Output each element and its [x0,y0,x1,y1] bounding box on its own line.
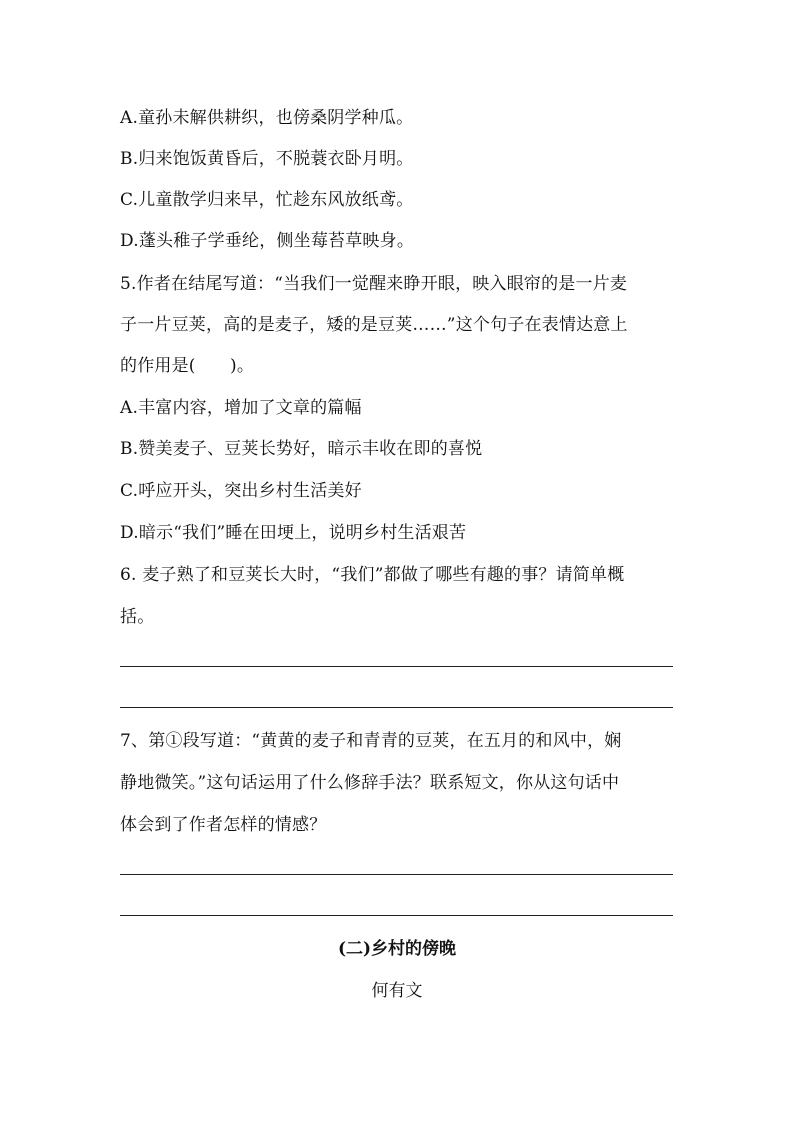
q5-option-b: B.赞美麦子、豆荚长势好，暗示丰收在即的喜悦 [120,439,483,459]
q6-answer-line-2[interactable] [120,707,673,708]
q5-option-a: A.丰富内容，增加了文章的篇幅 [120,398,362,418]
q7-answer-line-2[interactable] [120,915,673,916]
q7-stem-line-3: 体会到了作者怎样的情感？ [120,815,327,835]
q6-answer-line-1[interactable] [120,666,673,667]
q4-option-d: D.蓬头稚子学垂纶，侧坐莓苔草映身。 [120,231,415,251]
q7-stem-line-1: 7、第①段写道：“黄黄的麦子和青青的豆荚，在五月的和风中，娴 [120,731,622,751]
q4-option-c: C.儿童散学归来早，忙趁东风放纸鸢。 [120,190,414,210]
q5-stem-line-3: 的作用是( )。 [120,356,255,376]
q4-option-a: A.童孙未解供耕织，也傍桑阴学种瓜。 [120,108,414,128]
section-title: (二)乡村的傍晚 [337,939,457,959]
q5-stem-line-2: 子一片豆荚，高的是麦子，矮的是豆荚……”这个句子在表情达意上 [120,315,628,335]
q4-option-b: B.归来饱饭黄昏后，不脱蓑衣卧月明。 [120,149,414,169]
q7-stem-line-2: 静地微笑。”这句话运用了什么修辞手法？联系短文，你从这句话中 [120,773,620,793]
q7-answer-line-1[interactable] [120,874,673,875]
section-author: 何有文 [371,981,423,1001]
q5-stem-line-1: 5.作者在结尾写道：“当我们一觉醒来睁开眼，映入眼帘的是一片麦 [120,274,628,294]
q6-stem-line-1: 6. 麦子熟了和豆荚长大时，“我们”都做了哪些有趣的事？请简单概 [120,565,625,585]
q6-stem-line-2: 括。 [120,607,155,627]
q5-option-c: C.呼应开头，突出乡村生活美好 [120,481,362,501]
q5-option-d: D.暗示“我们”睡在田埂上，说明乡村生活艰苦 [120,523,467,543]
